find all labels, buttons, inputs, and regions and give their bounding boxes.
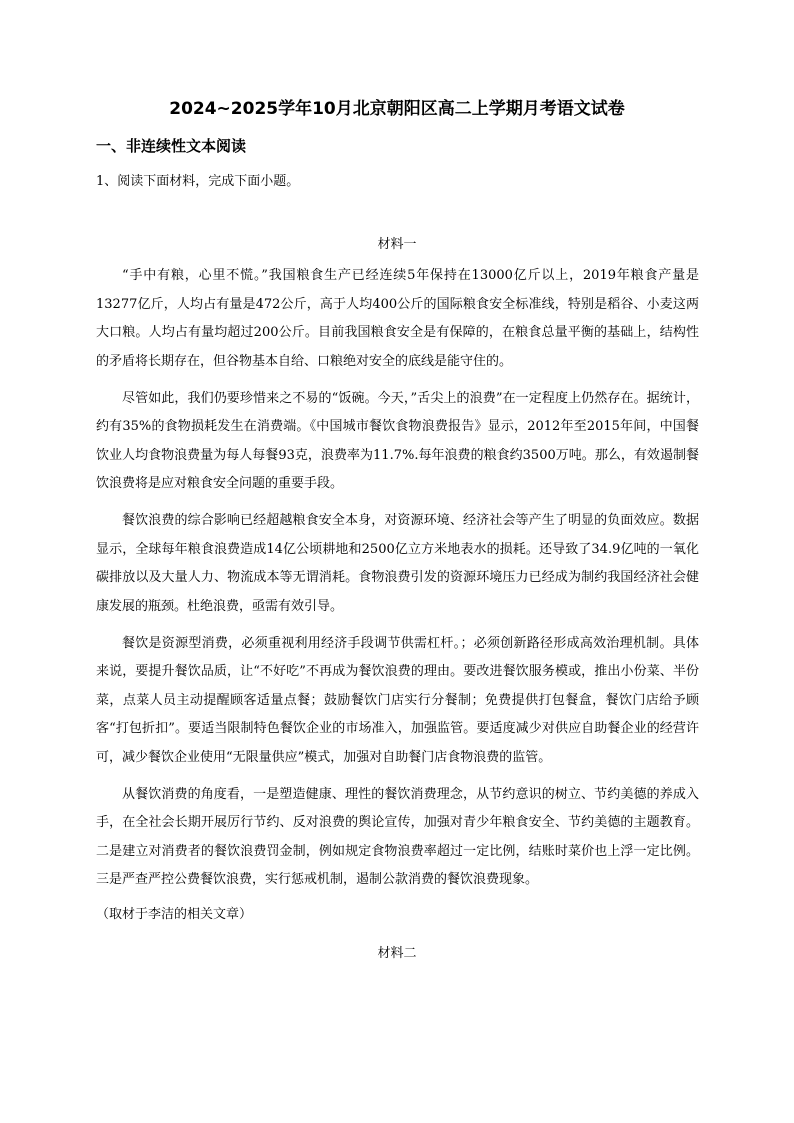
material-1-source: （取材于李洁的相关文章） [96, 907, 253, 922]
material-1-paragraph-4: 餐饮是资源型消费，必须重视利用经济手段调节供需杠杆。；必须创新路径形成高效治理机制。具体来说，要提升餐饮品质，让“不好吃”不再成为餐饮浪费的理由。要改进餐饮服务模或，推出小份菜、半份菜，点菜人员主动提醒顾客适量点餐；鼓励餐饮门店实行分餐制；免费提供打包餐盒，餐饮门店给予顾客“打包折扣”。要适当限制特色餐饮企业的市场准入，加强监管。要适度减少对供应自助餐企业的经营许可，减少餐饮企业使用“无限量供应”模式，加强对自助餐门店食物浪费的监管。 [96, 635, 699, 765]
material-2-heading: 材料二 [377, 946, 417, 961]
material-1-body [96, 262, 699, 895]
material-1-paragraph-2: 尽管如此，我们仍要珍惜来之不易的“饭碗。今天，”舌尖上的浪费”在一定程度上仍然存在。据统计，约有35%的食物损耗发生在消费端。《中国城市餐饮食物浪费报告》显示，2012年至2015年间，中国餐饮业人均食物浪费量为每人每餐93克，浪费率为11.7%.每年浪费的粮食约3500万吨。那么，有效遏制餐饮浪费将是应对粮食安全问题的重要手段。 [96, 390, 699, 491]
material-1-paragraph-5: 从餐饮消费的角度看，一是塑造健康、理性的餐饮消费理念，从节约意识的树立、节约美德的养成入手，在全社会长期开展厉行节约、反对浪费的舆论宣传，加强对青少年粮食安全、节约美德的主题教育。二是建立对消费者的餐饮浪费罚金制，例如规定食物浪费率超过一定比例，结账时菜价也上浮一定比例。三是严查严控公费餐饮浪费，实行惩戒机制，遏制公款消费的餐饮浪费现象。 [96, 786, 699, 887]
material-1-paragraph-1: “手中有粮，心里不慌。”我国粮食生产已经连续5年保持在13000亿斤以上，2019年粮食产量是13277亿斤，人均占有量是472公斤，高于人均400公斤的国际粮食安全标准线，特别是稻谷、小麦这两大口粮。人均占有量均超过200公斤。目前我国粮食安全是有保障的，在粮食总量平衡的基础上，结构性的矛盾将长期存在，但谷物基本自给、口粮绝对安全的底线是能守住的。 [96, 268, 699, 369]
page-title: 2024~2025学年10月北京朝阳区高二上学期月考语文试卷 [169, 99, 625, 119]
material-1-paragraph-3: 餐饮浪费的综合影响已经超越粮食安全本身，对资源环境、经济社会等产生了明显的负面效应。数据显示，全球每年粮食浪费造成14亿公顷耕地和2500亿立方米地表水的损耗。还导致了34.9亿吨的一氧化碳排放以及大量人力、物流成本等无谓消耗。食物浪费引发的资源环境压力已经成为制约我国经济社会健康发展的瓶颈。杜绝浪费，亟需有效引导。 [96, 513, 699, 614]
material-1-heading: 材料一 [377, 237, 417, 252]
question-prompt: 1、阅读下面材料，完成下面小题。 [96, 174, 300, 189]
section-heading: 一、非连续性文本阅读 [96, 137, 247, 155]
